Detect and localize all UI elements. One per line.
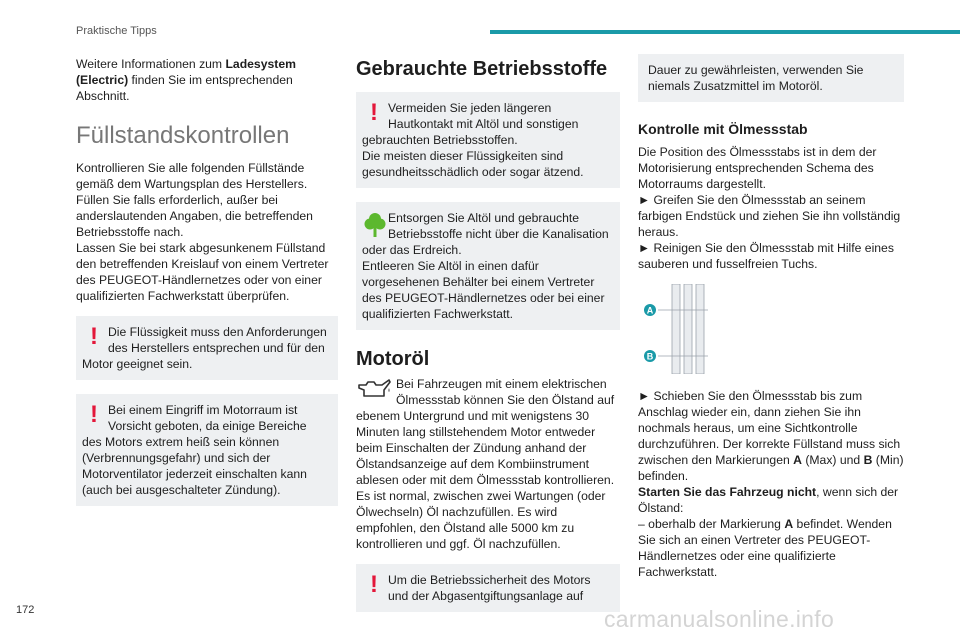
page-header-title: Praktische Tipps <box>76 25 157 37</box>
column-right <box>638 56 904 580</box>
section-heading-motoroel: Motoröl <box>356 348 430 370</box>
section-heading-betriebsstoffe: Gebrauchte Betriebsstoffe <box>356 58 608 80</box>
step-paragraph: ► Schieben Sie den Ölmessstab bis zum Anschlag wieder ein, dann ziehen Sie ihn nochmals heraus, um eine Sichtkontrolle durchzuführen. Der korrekte Füllstand muss sich zwischen den Markierungen A (Max) und B (Min) befinden. <box>638 389 904 483</box>
dash-item: – oberhalb der Markierung A befindet. Wenden Sie sich an einen Vertreter des PEUGEOT-Händlernetzes oder eine qualifizierte Fachwerkstatt. <box>638 517 892 579</box>
watermark: carmanualsonline.info <box>604 606 835 632</box>
marker-a-label: A <box>646 305 654 316</box>
header-accent-bar <box>490 30 960 34</box>
intro-paragraph: Weitere Informationen zum Ladesystem (Electric) finden Sie im entsprechenden Abschnitt. <box>76 57 296 103</box>
body-paragraph: Die Position des Ölmessstabs ist in dem der Motorisierung entsprechenden Schema des Motorraums dargestellt. <box>638 145 877 191</box>
marker-b-label: B <box>646 351 654 362</box>
warning-note: ! Bei einem Eingriff im Motorraum ist Vorsicht geboten, da einige Bereiche des Motors extrem heiß sein können (Verbrennungsgefahr) und sich der Motorventilator jederzeit einschalten kann (auch bei ausgeschalteter Zündung). <box>76 394 338 506</box>
body-paragraph: Lassen Sie bei stark abgesunkenem Füllstand den betreffenden Kreislauf von einem Vertreter des PEUGEOT-Händlernetzes oder von einer qualifizierten Fachwerkstatt überprüfen. <box>76 241 329 303</box>
warning-note-continued: Dauer zu gewährleisten, verwenden Sie niemals Zusatzmittel im Motoröl. <box>638 54 904 102</box>
exclamation-icon: ! <box>370 571 378 598</box>
column-left <box>76 56 338 516</box>
step-paragraph: ► Greifen Sie den Ölmessstab an seinem farbigen Endstück und ziehen Sie ihn vollständig heraus. <box>638 193 901 239</box>
motoroel-body: Bei Fahrzeugen mit einem elektrischen Ölmessstab können Sie den Ölstand auf ebenem Untergrund und mit wenigstens 30 Minuten lang stillstehendem Motor entweder beim Einschalten der Zündung anhand der Ölstandsanzeige auf dem Kombiinstrument ablesen oder mit dem Ölmessstab kontrollieren. Es ist normal, zwischen zwei Wartungen (oder Ölwechseln) Öl nachzufüllen. Es wird empfohlen, den Ölstand alle 5000 km zu kontrollieren und ggf. Öl nachzufüllen. <box>356 377 615 551</box>
warning-paragraph: Starten Sie das Fahrzeug nicht, wenn sich der Ölstand: <box>638 485 899 515</box>
section-heading-fuellstand: Füllstandskontrollen <box>76 122 290 149</box>
warning-note: ! Vermeiden Sie jeden längeren Hautkontakt mit Altöl und sonstigen gebrauchten Betriebsstoffen. Die meisten dieser Flüssigkeiten sind gesundheitsschädlich oder sogar ätzend. <box>356 92 620 188</box>
tree-icon <box>362 210 388 240</box>
oil-can-icon <box>356 376 392 406</box>
page-number: 172 <box>16 604 35 616</box>
exclamation-icon: ! <box>370 99 378 126</box>
warning-note: ! Um die Betriebssicherheit des Motors und der Abgasentgiftungsanlage auf <box>356 564 620 612</box>
exclamation-icon: ! <box>90 401 98 428</box>
warning-note: ! Die Flüssigkeit muss den Anforderungen des Herstellers entsprechen und für den Motor geeignet sein. <box>76 316 338 380</box>
step-paragraph: ► Reinigen Sie den Ölmessstab mit Hilfe eines sauberen und fusselfreien Tuchs. <box>638 241 894 271</box>
column-middle <box>356 56 620 622</box>
environment-note: Entsorgen Sie Altöl und gebrauchte Betriebsstoffe nicht über die Kanalisation oder das Erdreich. Entleeren Sie Altöl in einen dafür vorgesehenen Behälter bei einem Vertreter des PEUGEOT-Händlernetzes oder bei einer qualifizierten Fachwerkstatt. <box>356 202 620 330</box>
section-heading-oelmessstab: Kontrolle mit Ölmessstab <box>638 121 808 137</box>
dipstick-illustration <box>638 284 738 374</box>
body-paragraph: Kontrollieren Sie alle folgenden Füllstände gemäß dem Wartungsplan des Herstellers. Füllen Sie falls erforderlich, außer bei anderslautenden Angaben, die betreffenden Betriebsstoffe nach. <box>76 161 313 239</box>
exclamation-icon: ! <box>90 323 98 350</box>
